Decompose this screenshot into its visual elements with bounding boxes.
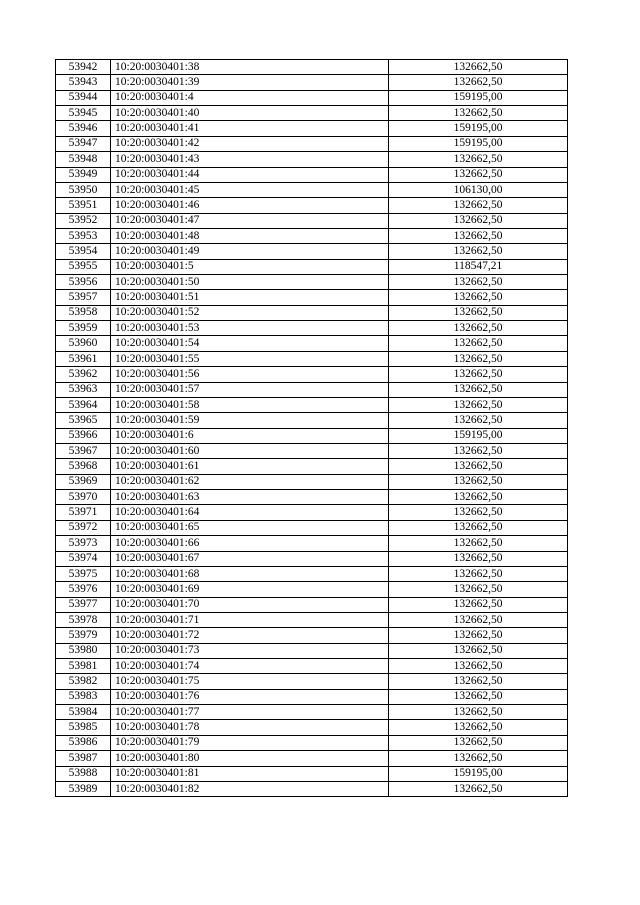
cadastral-value-cell: 132662,50 <box>389 551 568 566</box>
cadastral-number-cell: 10:20:0030401:56 <box>111 367 389 382</box>
cadastral-number-cell: 10:20:0030401:59 <box>111 413 389 428</box>
row-number-cell: 53945 <box>56 106 111 121</box>
table-row <box>56 459 568 474</box>
table-row <box>56 382 568 397</box>
cadastral-value-cell: 132662,50 <box>389 228 568 243</box>
cadastral-number-cell: 10:20:0030401:64 <box>111 505 389 520</box>
table-row <box>56 428 568 443</box>
cadastral-value-cell: 159195,00 <box>389 428 568 443</box>
cadastral-number-cell: 10:20:0030401:63 <box>111 490 389 505</box>
cadastral-value-cell: 159195,00 <box>389 136 568 151</box>
cadastral-value-cell: 132662,50 <box>389 305 568 320</box>
table-row <box>56 60 568 75</box>
row-number-cell: 53973 <box>56 536 111 551</box>
table-row <box>56 735 568 750</box>
row-number-cell: 53980 <box>56 643 111 658</box>
row-number-cell: 53944 <box>56 90 111 105</box>
row-number-cell: 53970 <box>56 490 111 505</box>
row-number-cell: 53977 <box>56 597 111 612</box>
row-number-cell: 53978 <box>56 612 111 627</box>
table-row <box>56 443 568 458</box>
cadastral-number-cell: 10:20:0030401:44 <box>111 167 389 182</box>
cadastral-number-cell: 10:20:0030401:5 <box>111 259 389 274</box>
table-row <box>56 582 568 597</box>
row-number-cell: 53959 <box>56 321 111 336</box>
table-row <box>56 106 568 121</box>
cadastral-value-cell: 132662,50 <box>389 674 568 689</box>
table-row <box>56 290 568 305</box>
table-row <box>56 474 568 489</box>
row-number-cell: 53951 <box>56 198 111 213</box>
cadastral-number-cell: 10:20:0030401:76 <box>111 689 389 704</box>
row-number-cell: 53946 <box>56 121 111 136</box>
cadastral-number-cell: 10:20:0030401:73 <box>111 643 389 658</box>
cadastral-number-cell: 10:20:0030401:50 <box>111 275 389 290</box>
row-number-cell: 53954 <box>56 244 111 259</box>
table-row <box>56 674 568 689</box>
cadastral-number-cell: 10:20:0030401:55 <box>111 351 389 366</box>
table-row <box>56 643 568 658</box>
table-row <box>56 597 568 612</box>
row-number-cell: 53966 <box>56 428 111 443</box>
cadastral-value-cell: 132662,50 <box>389 612 568 627</box>
cadastral-number-cell: 10:20:0030401:72 <box>111 628 389 643</box>
row-number-cell: 53969 <box>56 474 111 489</box>
cadastral-number-cell: 10:20:0030401:45 <box>111 182 389 197</box>
row-number-cell: 53948 <box>56 152 111 167</box>
table-row <box>56 167 568 182</box>
row-number-cell: 53967 <box>56 443 111 458</box>
row-number-cell: 53975 <box>56 566 111 581</box>
cadastral-number-cell: 10:20:0030401:57 <box>111 382 389 397</box>
row-number-cell: 53947 <box>56 136 111 151</box>
cadastral-number-cell: 10:20:0030401:46 <box>111 198 389 213</box>
table-row <box>56 659 568 674</box>
row-number-cell: 53965 <box>56 413 111 428</box>
cadastral-value-cell: 132662,50 <box>389 566 568 581</box>
cadastral-number-cell: 10:20:0030401:61 <box>111 459 389 474</box>
cadastral-value-cell: 132662,50 <box>389 321 568 336</box>
row-number-cell: 53943 <box>56 75 111 90</box>
cadastral-value-cell: 132662,50 <box>389 582 568 597</box>
cadastral-number-cell: 10:20:0030401:81 <box>111 766 389 781</box>
table-row <box>56 121 568 136</box>
cadastral-number-cell: 10:20:0030401:82 <box>111 781 389 796</box>
row-number-cell: 53963 <box>56 382 111 397</box>
cadastral-number-cell: 10:20:0030401:74 <box>111 659 389 674</box>
cadastral-value-cell: 132662,50 <box>389 536 568 551</box>
row-number-cell: 53988 <box>56 766 111 781</box>
row-number-cell: 53962 <box>56 367 111 382</box>
cadastral-number-cell: 10:20:0030401:71 <box>111 612 389 627</box>
cadastral-number-cell: 10:20:0030401:38 <box>111 60 389 75</box>
cadastral-value-cell: 132662,50 <box>389 367 568 382</box>
cadastral-number-cell: 10:20:0030401:54 <box>111 336 389 351</box>
cadastral-value-cell: 118547,21 <box>389 259 568 274</box>
table-row <box>56 275 568 290</box>
cadastral-value-cell: 132662,50 <box>389 60 568 75</box>
table-row <box>56 75 568 90</box>
cadastral-value-cell: 132662,50 <box>389 705 568 720</box>
cadastral-value-cell: 132662,50 <box>389 198 568 213</box>
cadastral-number-cell: 10:20:0030401:6 <box>111 428 389 443</box>
cadastral-value-cell: 159195,00 <box>389 766 568 781</box>
table-row <box>56 689 568 704</box>
table-row <box>56 720 568 735</box>
cadastral-number-cell: 10:20:0030401:48 <box>111 228 389 243</box>
cadastral-number-cell: 10:20:0030401:39 <box>111 75 389 90</box>
table-row <box>56 367 568 382</box>
row-number-cell: 53968 <box>56 459 111 474</box>
cadastral-number-cell: 10:20:0030401:41 <box>111 121 389 136</box>
cadastral-value-cell: 132662,50 <box>389 106 568 121</box>
table-row <box>56 259 568 274</box>
row-number-cell: 53961 <box>56 351 111 366</box>
cadastral-number-cell: 10:20:0030401:40 <box>111 106 389 121</box>
cadastral-number-cell: 10:20:0030401:43 <box>111 152 389 167</box>
cadastral-value-cell: 159195,00 <box>389 90 568 105</box>
cadastral-number-cell: 10:20:0030401:58 <box>111 397 389 412</box>
row-number-cell: 53982 <box>56 674 111 689</box>
cadastral-value-cell: 132662,50 <box>389 443 568 458</box>
cadastral-value-cell: 132662,50 <box>389 520 568 535</box>
row-number-cell: 53989 <box>56 781 111 796</box>
cadastral-number-cell: 10:20:0030401:66 <box>111 536 389 551</box>
cadastral-number-cell: 10:20:0030401:70 <box>111 597 389 612</box>
cadastral-number-cell: 10:20:0030401:60 <box>111 443 389 458</box>
cadastral-value-cell: 132662,50 <box>389 152 568 167</box>
cadastral-value-cell: 132662,50 <box>389 751 568 766</box>
cadastral-value-cell: 132662,50 <box>389 336 568 351</box>
row-number-cell: 53949 <box>56 167 111 182</box>
cadastral-number-cell: 10:20:0030401:78 <box>111 720 389 735</box>
table-row <box>56 628 568 643</box>
table-row <box>56 198 568 213</box>
row-number-cell: 53984 <box>56 705 111 720</box>
table-row <box>56 321 568 336</box>
table-row <box>56 90 568 105</box>
row-number-cell: 53942 <box>56 60 111 75</box>
row-number-cell: 53986 <box>56 735 111 750</box>
table-row <box>56 520 568 535</box>
cadastral-value-cell: 132662,50 <box>389 459 568 474</box>
cadastral-number-cell: 10:20:0030401:51 <box>111 290 389 305</box>
cadastral-number-cell: 10:20:0030401:77 <box>111 705 389 720</box>
row-number-cell: 53979 <box>56 628 111 643</box>
table-row <box>56 213 568 228</box>
cadastral-number-cell: 10:20:0030401:62 <box>111 474 389 489</box>
cadastral-value-cell: 132662,50 <box>389 643 568 658</box>
table-row <box>56 766 568 781</box>
cadastral-value-cell: 132662,50 <box>389 490 568 505</box>
row-number-cell: 53964 <box>56 397 111 412</box>
table-body <box>56 60 568 797</box>
cadastral-number-cell: 10:20:0030401:4 <box>111 90 389 105</box>
cadastral-value-cell: 132662,50 <box>389 628 568 643</box>
table-row <box>56 781 568 796</box>
row-number-cell: 53972 <box>56 520 111 535</box>
cadastral-value-cell: 132662,50 <box>389 689 568 704</box>
table-row <box>56 244 568 259</box>
table-row <box>56 182 568 197</box>
row-number-cell: 53958 <box>56 305 111 320</box>
row-number-cell: 53960 <box>56 336 111 351</box>
row-number-cell: 53955 <box>56 259 111 274</box>
cadastral-number-cell: 10:20:0030401:67 <box>111 551 389 566</box>
row-number-cell: 53976 <box>56 582 111 597</box>
cadastral-value-cell: 132662,50 <box>389 781 568 796</box>
cadastral-value-cell: 132662,50 <box>389 382 568 397</box>
cadastral-number-cell: 10:20:0030401:75 <box>111 674 389 689</box>
table-row <box>56 505 568 520</box>
cadastral-value-cell: 132662,50 <box>389 720 568 735</box>
cadastral-number-cell: 10:20:0030401:69 <box>111 582 389 597</box>
row-number-cell: 53956 <box>56 275 111 290</box>
table-row <box>56 612 568 627</box>
table-row <box>56 336 568 351</box>
cadastral-value-cell: 132662,50 <box>389 735 568 750</box>
table-row <box>56 551 568 566</box>
table-row <box>56 705 568 720</box>
cadastral-value-cell: 132662,50 <box>389 75 568 90</box>
row-number-cell: 53974 <box>56 551 111 566</box>
row-number-cell: 53983 <box>56 689 111 704</box>
cadastral-value-cell: 132662,50 <box>389 213 568 228</box>
table-row <box>56 152 568 167</box>
cadastral-value-cell: 132662,50 <box>389 351 568 366</box>
cadastral-number-cell: 10:20:0030401:53 <box>111 321 389 336</box>
row-number-cell: 53971 <box>56 505 111 520</box>
cadastral-value-cell: 132662,50 <box>389 397 568 412</box>
cadastral-value-cell: 132662,50 <box>389 244 568 259</box>
cadastral-number-cell: 10:20:0030401:68 <box>111 566 389 581</box>
table-row <box>56 536 568 551</box>
table-row <box>56 305 568 320</box>
cadastral-value-cell: 132662,50 <box>389 474 568 489</box>
table-row <box>56 136 568 151</box>
cadastral-value-cell: 106130,00 <box>389 182 568 197</box>
cadastral-number-cell: 10:20:0030401:47 <box>111 213 389 228</box>
cadastral-number-cell: 10:20:0030401:52 <box>111 305 389 320</box>
table-row <box>56 397 568 412</box>
row-number-cell: 53987 <box>56 751 111 766</box>
row-number-cell: 53985 <box>56 720 111 735</box>
table-row <box>56 751 568 766</box>
cadastral-value-cell: 132662,50 <box>389 597 568 612</box>
row-number-cell: 53957 <box>56 290 111 305</box>
cadastral-value-cell: 132662,50 <box>389 167 568 182</box>
cadastral-value-cell: 132662,50 <box>389 290 568 305</box>
cadastral-value-cell: 159195,00 <box>389 121 568 136</box>
cadastral-number-cell: 10:20:0030401:80 <box>111 751 389 766</box>
table-row <box>56 413 568 428</box>
cadastral-number-cell: 10:20:0030401:42 <box>111 136 389 151</box>
cadastral-number-cell: 10:20:0030401:79 <box>111 735 389 750</box>
row-number-cell: 53950 <box>56 182 111 197</box>
row-number-cell: 53952 <box>56 213 111 228</box>
table-row <box>56 228 568 243</box>
cadastral-value-cell: 132662,50 <box>389 505 568 520</box>
cadastral-number-cell: 10:20:0030401:65 <box>111 520 389 535</box>
cadastral-value-cell: 132662,50 <box>389 413 568 428</box>
cadastral-value-cell: 132662,50 <box>389 275 568 290</box>
table-row <box>56 351 568 366</box>
row-number-cell: 53953 <box>56 228 111 243</box>
table-row <box>56 490 568 505</box>
cadastral-number-cell: 10:20:0030401:49 <box>111 244 389 259</box>
cadastral-value-table <box>55 59 568 797</box>
cadastral-value-cell: 132662,50 <box>389 659 568 674</box>
table-row <box>56 566 568 581</box>
row-number-cell: 53981 <box>56 659 111 674</box>
